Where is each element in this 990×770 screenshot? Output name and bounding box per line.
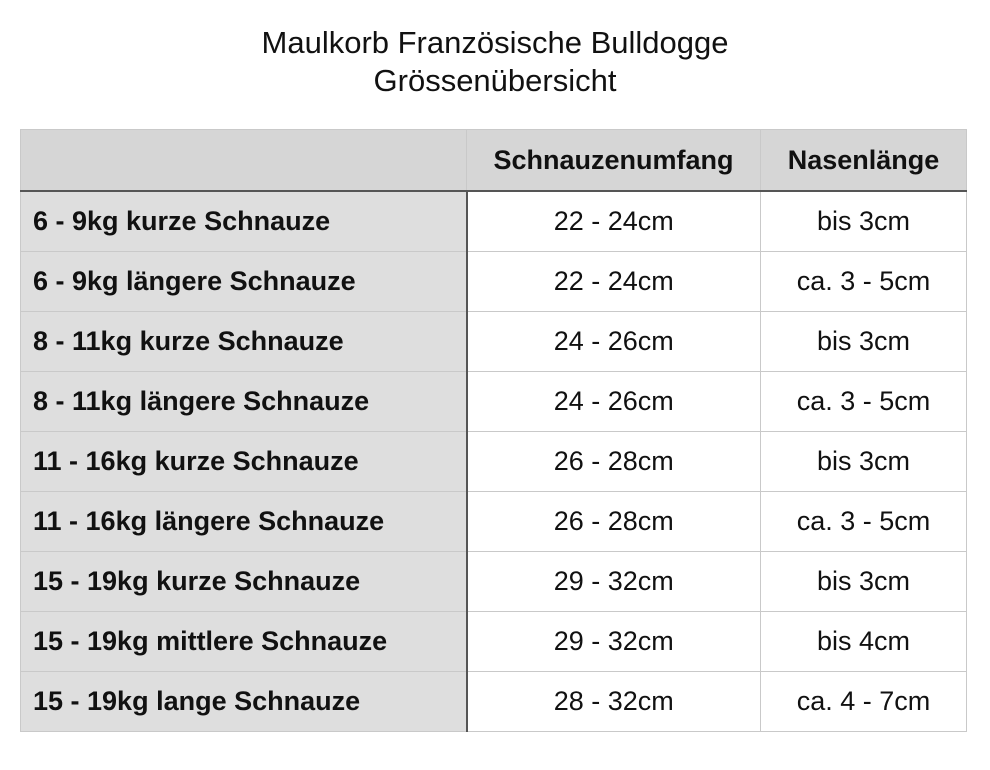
table-row	[21, 612, 967, 672]
table-row	[21, 552, 967, 612]
table-row	[21, 252, 967, 312]
header-nasenlaenge: Nasenlänge	[761, 130, 967, 192]
size-table	[20, 129, 967, 732]
table-row	[21, 312, 967, 372]
title-line-2: Grössenübersicht	[373, 63, 617, 98]
cell-schnauzenumfang: 28 - 32cm	[467, 672, 761, 732]
table-row	[21, 372, 967, 432]
row-label: 6 - 9kg längere Schnauze	[21, 252, 467, 312]
cell-nasenlaenge: ca. 3 - 5cm	[761, 492, 967, 552]
cell-nasenlaenge: bis 3cm	[761, 552, 967, 612]
cell-nasenlaenge: ca. 3 - 5cm	[761, 372, 967, 432]
page-title	[0, 24, 990, 100]
cell-schnauzenumfang: 24 - 26cm	[467, 312, 761, 372]
row-label: 11 - 16kg kurze Schnauze	[21, 432, 467, 492]
cell-nasenlaenge: bis 3cm	[761, 312, 967, 372]
header-schnauzenumfang: Schnauzenumfang	[467, 130, 761, 192]
title-line-1: Maulkorb Französische Bulldogge	[261, 25, 729, 60]
cell-schnauzenumfang: 29 - 32cm	[467, 612, 761, 672]
table-row	[21, 672, 967, 732]
cell-schnauzenumfang: 26 - 28cm	[467, 492, 761, 552]
table-row	[21, 432, 967, 492]
cell-schnauzenumfang: 29 - 32cm	[467, 552, 761, 612]
cell-schnauzenumfang: 24 - 26cm	[467, 372, 761, 432]
table-row	[21, 492, 967, 552]
cell-schnauzenumfang: 22 - 24cm	[467, 191, 761, 252]
cell-nasenlaenge: bis 4cm	[761, 612, 967, 672]
row-label: 15 - 19kg lange Schnauze	[21, 672, 467, 732]
cell-nasenlaenge: ca. 4 - 7cm	[761, 672, 967, 732]
cell-nasenlaenge: bis 3cm	[761, 191, 967, 252]
cell-schnauzenumfang: 26 - 28cm	[467, 432, 761, 492]
cell-nasenlaenge: ca. 3 - 5cm	[761, 252, 967, 312]
header-corner	[21, 130, 467, 192]
row-label: 8 - 11kg kurze Schnauze	[21, 312, 467, 372]
row-label: 15 - 19kg mittlere Schnauze	[21, 612, 467, 672]
cell-schnauzenumfang: 22 - 24cm	[467, 252, 761, 312]
row-label: 6 - 9kg kurze Schnauze	[21, 191, 467, 252]
cell-nasenlaenge: bis 3cm	[761, 432, 967, 492]
row-label: 8 - 11kg längere Schnauze	[21, 372, 467, 432]
table-header-row	[21, 130, 967, 192]
row-label: 11 - 16kg längere Schnauze	[21, 492, 467, 552]
row-label: 15 - 19kg kurze Schnauze	[21, 552, 467, 612]
table-row	[21, 191, 967, 252]
